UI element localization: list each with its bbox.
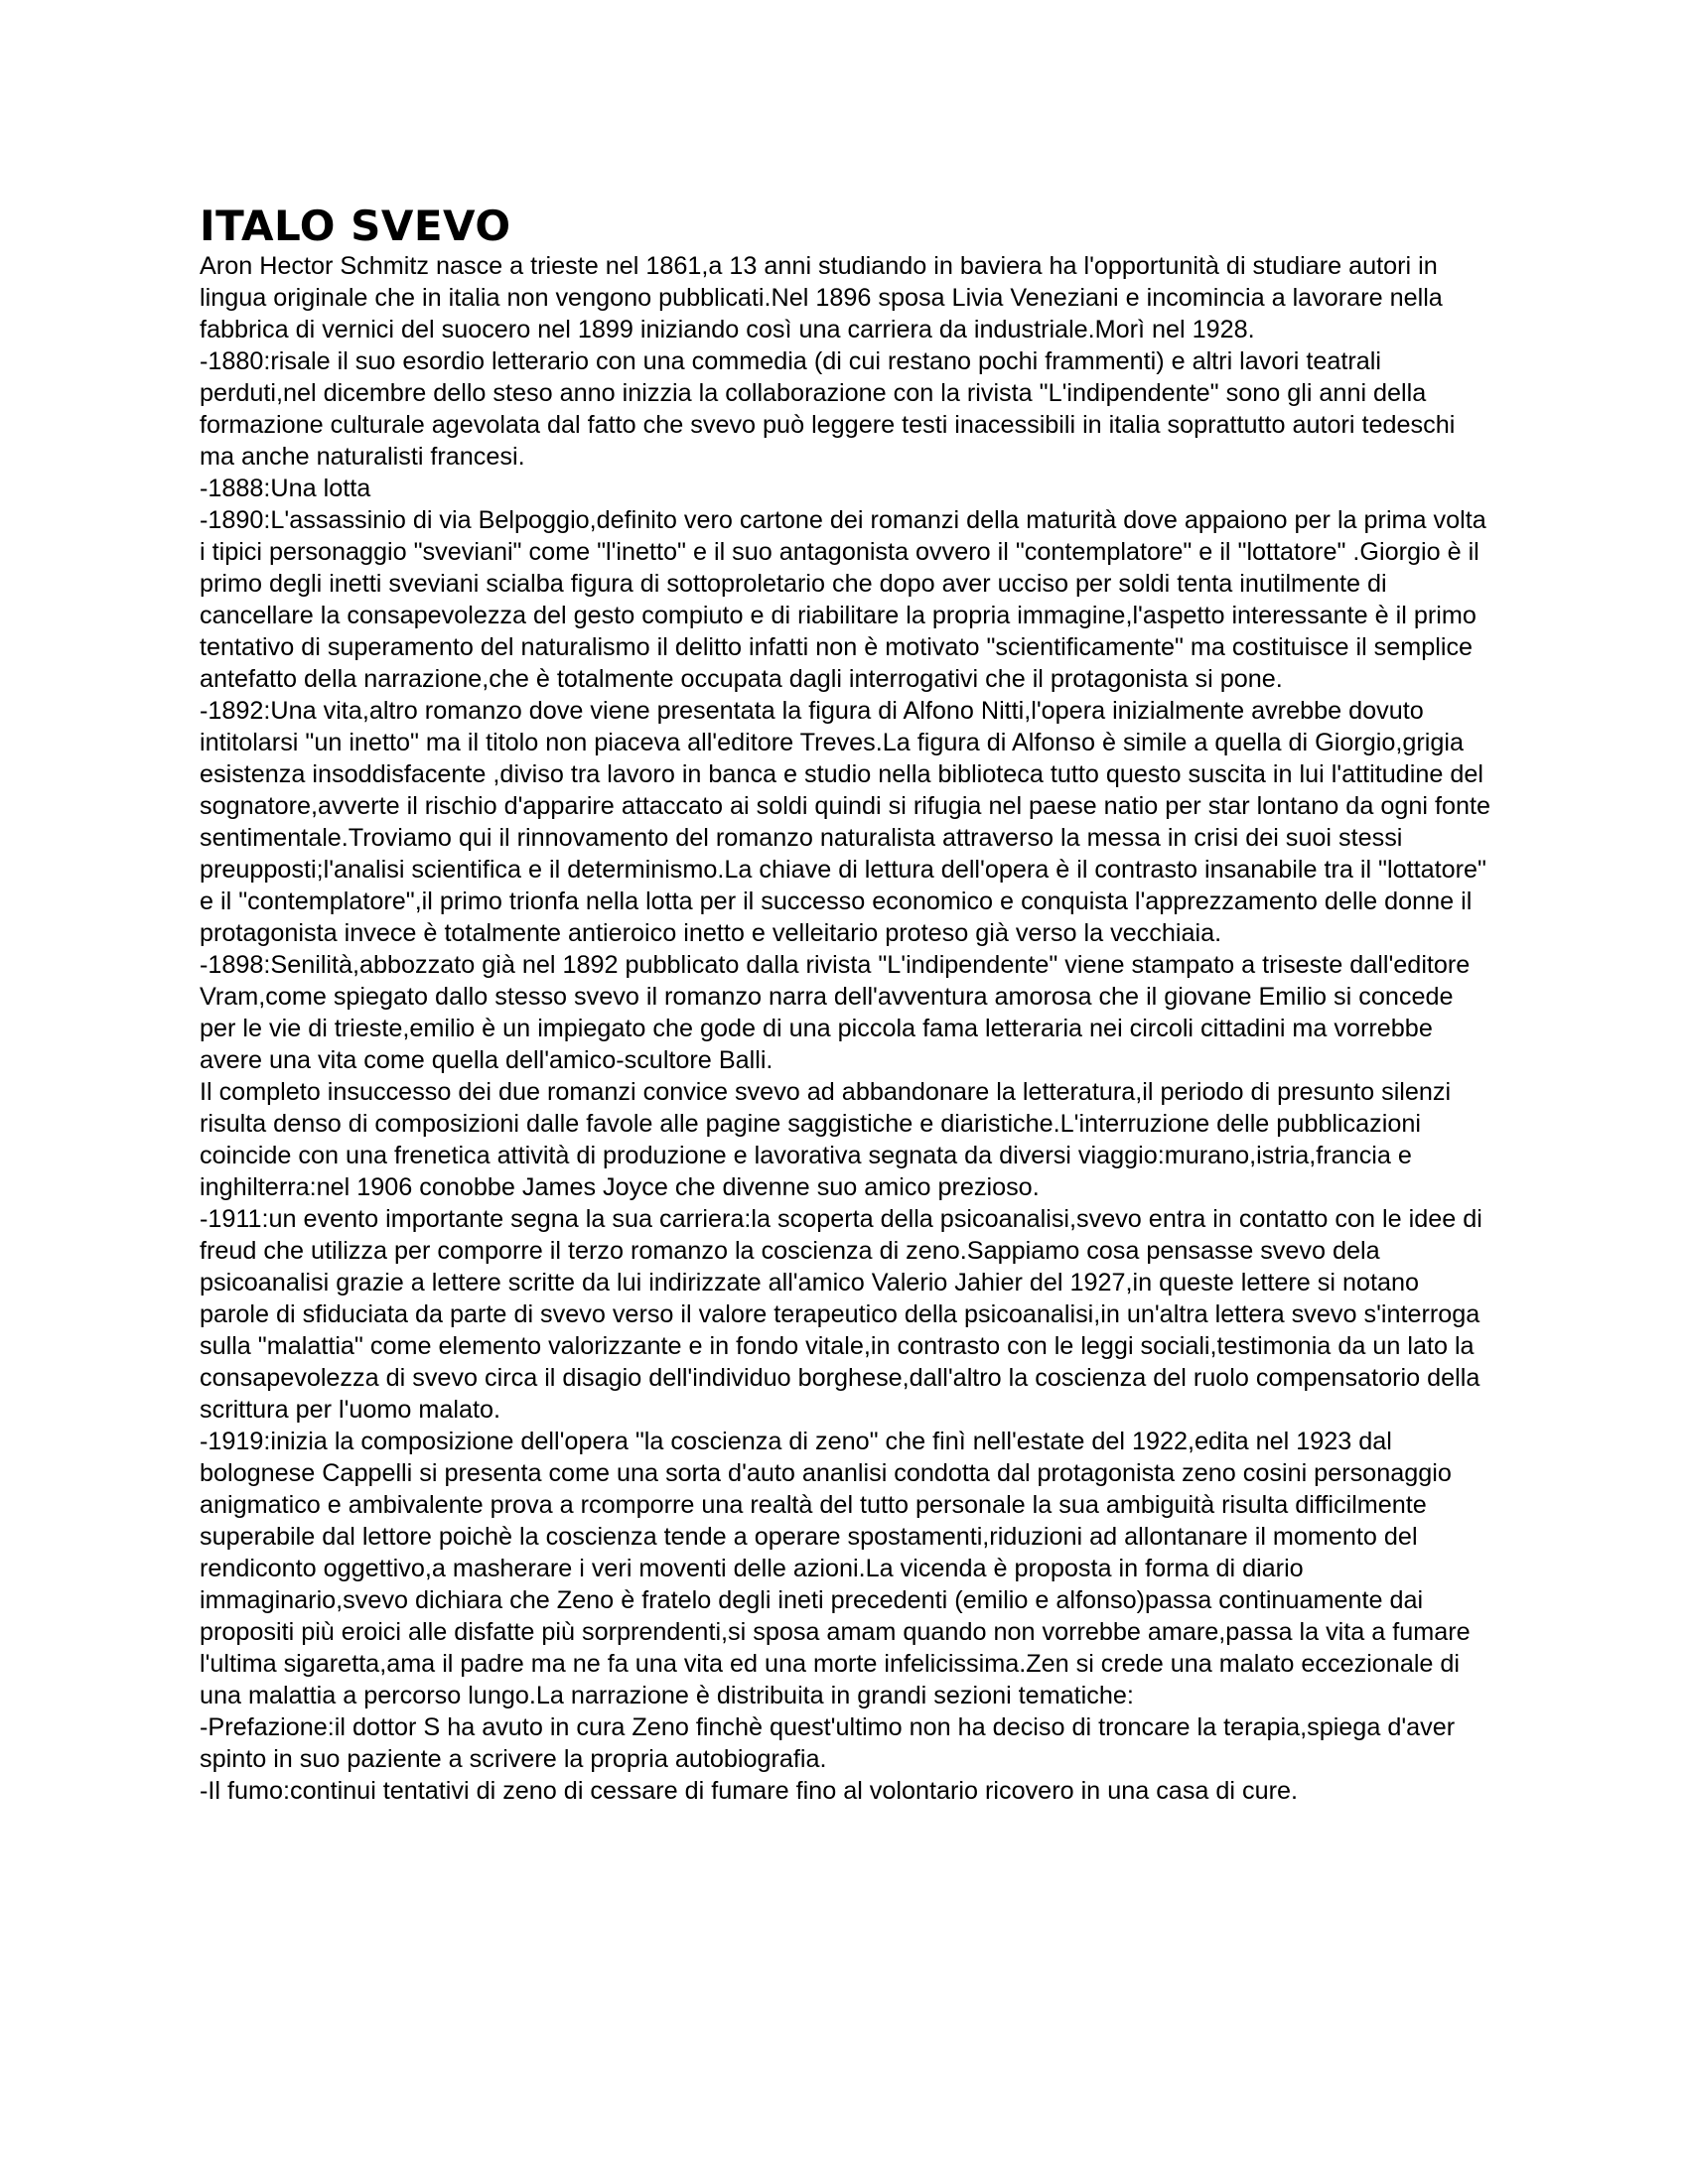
paragraph-1890: -1890:L'assassinio di via Belpoggio,definito vero cartone dei romanzi della maturità dove appaiono per la prima volta i tipici personaggio "sveviani" come "l'inetto" e il suo antagonista ovvero il "contemplatore" e il "lottatore" .Giorgio è il primo degli inetti sveviani scialba figura di sottoproletario che dopo aver ucciso per soldi tenta inutilmente di cancellare la consapevolezza del gesto compiuto e di riabilitare la propria immagine,l'aspetto interessante è il primo tentativo di superamento del naturalismo il delitto infatti non è motivato "scientificamente" ma costituisce il semplice antefatto della narrazione,che è totalmente occupata dagli interrogativi che il protagonista si pone.	[200, 506, 1486, 693]
paragraph-intro: Aron Hector Schmitz nasce a trieste nel 1861,a 13 anni studiando in baviera ha l'opportunità di studiare autori in lingua originale che in italia non vengono pubblicati.Nel 1896 sposa Livia Veneziani e incomincia a lavorare nella fabbrica di vernici del suocero nel 1899 iniziando così una carriera da industriale.Morì nel 1928.	[200, 252, 1443, 343]
paragraph-insuccesso: Il completo insuccesso dei due romanzi convice svevo ad abbandonare la letteratura,il periodo di presunto silenzi risulta denso di composizioni dalle favole alle pagine saggistiche e diaristiche.L'interruzione delle pubblicazioni coincide con una frenetica attività di produzione e lavorativa segnata da diversi viaggio:murano,istria,francia e inghilterra:nel 1906 conobbe James Joyce che divenne suo amico prezioso.	[200, 1078, 1452, 1201]
paragraph-1919: -1919:inizia la composizione dell'opera "la coscienza di zeno" che finì nell'estate del 1922,edita nel 1923 dal bolognese Cappelli si presenta come una sorta d'auto ananlisi condotta dal protagonista zeno cosini personaggio anigmatico e ambivalente prova a rcomporre una realtà del tutto personale la sua ambiguità risulta difficilmente superabile dal lettore poichè la coscienza tende a operare spostamenti,riduzioni ad allontanare il momento del rendiconto oggettivo,a masherare i veri moventi delle azioni.La vicenda è proposta in forma di diario immaginario,svevo dichiara che Zeno è fratelo degli ineti precedenti (emilio e alfonso)passa continuamente dai propositi più eroici alle disfatte più sorprendenti,si sposa amam quando non vorrebbe amare,passa la vita a fumare l'ultima sigaretta,ama il padre ma ne fa una vita ed una morte infelicissima.Zen si crede una malato eccezionale di una malattia a percorso lungo.La narrazione è distribuita in grandi sezioni tematiche:	[200, 1428, 1471, 1709]
document-body	[200, 203, 1490, 1807]
paragraph-1888: -1888:Una lotta	[200, 475, 371, 502]
paragraph-1911: -1911:un evento importante segna la sua carriera:la scoperta della psicoanalisi,svevo entra in contatto con le idee di freud che utilizza per comporre il terzo romanzo la coscienza di zeno.Sappiamo cosa pensasse svevo dela psicoanalisi grazie a lettere scritte da lui indirizzate all'amico Valerio Jahier del 1927,in queste lettere si notano parole di sfiduciata da parte di svevo verso il valore terapeutico della psicoanalisi,in un'altra lettera svevo s'interroga sulla "malattia" come elemento valorizzante e in fondo vitale,in contrasto con le leggi sociali,testimonia da un lato la consapevolezza di svevo circa il disagio dell'individuo borghese,dall'altro la coscienza del ruolo compensatorio della scrittura per l'uomo malato.	[200, 1205, 1482, 1424]
paragraph-1892: -1892:Una vita,altro romanzo dove viene presentata la figura di Alfono Nitti,l'opera inizialmente avrebbe dovuto intitolarsi "un inetto" ma il titolo non piaceva all'editore Treves.La figura di Alfonso è simile a quella di Giorgio,grigia esistenza insoddisfacente ,diviso tra lavoro in banca e studio nella biblioteca tutto questo suscita in lui l'attitudine del sognatore,avverte il rischio d'apparire attaccato ai soldi quindi si rifugia nel paese natio per star lontano da ogni fonte sentimentale.Troviamo qui il rinnovamento del romanzo naturalista attraverso la messa in crisi dei suoi stessi preupposti;l'analisi scientifica e il determinismo.La chiave di lettura dell'opera è il contrasto insanabile tra il "lottatore" e il "contemplatore",il primo trionfa nella lotta per il successo economico e conquista l'apprezzamento delle donne il protagonista invece è totalmente antieroico inetto e velleitario proteso già verso la vecchiaia.	[200, 697, 1490, 947]
paragraph-1880: -1880:risale il suo esordio letterario con una commedia (di cui restano pochi frammenti) e altri lavori teatrali perduti,nel dicembre dello steso anno inizzia la collaborazione con la rivista "L'indipendente" sono gli anni della formazione culturale agevolata dal fatto che svevo può leggere testi inacessibili in italia soprattutto autori tedeschi ma anche naturalisti francesi.	[200, 347, 1456, 471]
paragraph-fumo: -Il fumo:continui tentativi di zeno di cessare di fumare fino al volontario ricovero in una casa di cure.	[200, 1777, 1299, 1805]
document-title: ITALO SVEVO	[200, 202, 511, 250]
paragraph-prefazione: -Prefazione:il dottor S ha avuto in cura Zeno finchè quest'ultimo non ha deciso di troncare la terapia,spiega d'aver spinto in suo paziente a scrivere la propria autobiografia.	[200, 1713, 1456, 1773]
paragraph-1898: -1898:Senilità,abbozzato già nel 1892 pubblicato dalla rivista "L'indipendente" viene stampato a triseste dall'editore Vram,come spiegato dallo stesso svevo il romanzo narra dell'avventura amorosa che il giovane Emilio si concede per le vie di trieste,emilio è un impiegato che gode di una piccola fama letteraria nei circoli cittadini ma vorrebbe avere una vita come quella dell'amico-scultore Balli.	[200, 951, 1471, 1074]
